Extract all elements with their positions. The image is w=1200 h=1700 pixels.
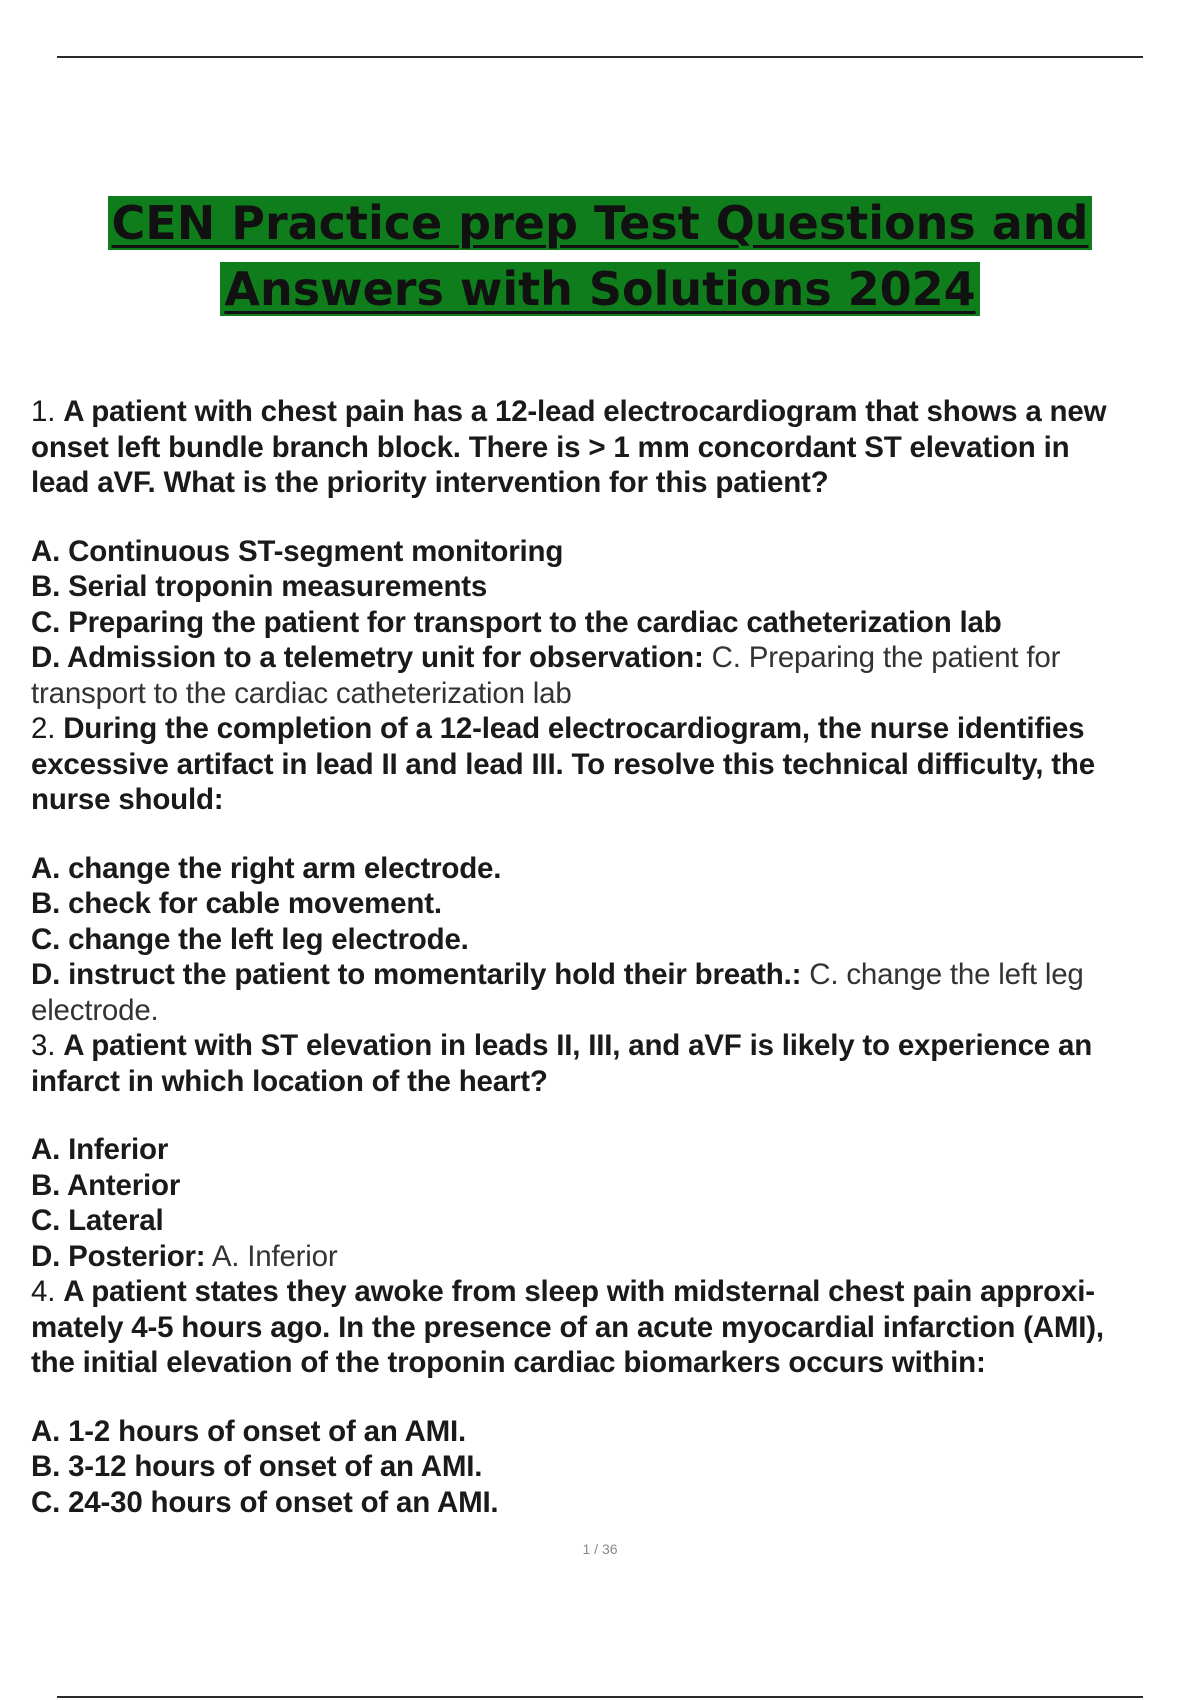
question-number: 1. [31, 395, 56, 428]
question-1-line-2: onset left bundle branch block. There is > 1 mm concordant ST elevation in [31, 430, 1070, 464]
footer-rule [57, 1696, 1143, 1698]
q3-option-b: B. Anterior [31, 1168, 181, 1202]
q1-answer: C. Preparing the patient for [711, 641, 1061, 674]
question-number: 3. [31, 1029, 56, 1062]
q1-option-b: B. Serial troponin measurements [31, 570, 488, 603]
q2-answer-continued: electrode. [31, 993, 159, 1027]
question-2-line-3: nurse should: [31, 783, 224, 816]
question-1-line-1 [31, 394, 1200, 430]
q3-option-a: A. Inferior [31, 1133, 169, 1166]
question-2-line-1 [31, 711, 1200, 747]
q2-answer: C. change the left leg [809, 958, 1084, 991]
question-text: A patient with chest pain has a 12-lead electrocardiogram that shows a new [63, 395, 1107, 428]
header-rule [57, 56, 1143, 58]
question-2-line-2: excessive artifact in lead II and lead III. To resolve this technical difficulty, the [31, 747, 1095, 781]
q2-option-c: C. change the left leg electrode. [31, 922, 469, 956]
question-text: A patient states they awoke from sleep with midsternal chest pain approxi- [63, 1275, 1095, 1308]
q2-option-b: B. check for cable movement. [31, 887, 442, 920]
question-number: 4. [31, 1275, 56, 1308]
q1-option-c: C. Preparing the patient for transport to the cardiac catheterization lab [31, 605, 1002, 639]
q3-answer: A. Inferior [211, 1239, 338, 1273]
q3-option-d [31, 1239, 1200, 1275]
question-3-line-1 [31, 1028, 1200, 1064]
question-list [31, 394, 1200, 1520]
question-4-line-1 [31, 1274, 1200, 1310]
question-3-line-2: infarct in which location of the heart? [31, 1064, 548, 1098]
title-line-2: Answers with Solutions 2024 [220, 262, 979, 316]
q1-answer-continued: transport to the cardiac catheterization lab [31, 676, 572, 710]
question-text: During the completion of a 12-lead electrocardiogram, the nurse identifies [63, 712, 1085, 745]
q4-option-b: B. 3-12 hours of onset of an AMI. [31, 1450, 483, 1483]
q3-option-c: C. Lateral [31, 1204, 164, 1237]
q3-option-d-text: D. Posterior: [31, 1239, 206, 1273]
question-1-line-3: lead aVF. What is the priority intervention for this patient? [31, 466, 829, 499]
page-number: 1 / 36 [582, 1541, 618, 1557]
q1-option-d [31, 640, 1200, 676]
question-number: 2. [31, 712, 56, 745]
title-line-1: CEN Practice prep Test Questions and [108, 196, 1093, 250]
document-title [0, 190, 1200, 322]
q1-option-a: A. Continuous ST-segment monitoring [31, 534, 564, 568]
q2-option-d-text: D. instruct the patient to momentarily hold their breath.: [31, 958, 802, 991]
q4-option-a: A. 1-2 hours of onset of an AMI. [31, 1414, 467, 1448]
q2-option-d [31, 957, 1200, 993]
q4-option-c: C. 24-30 hours of onset of an AMI. [31, 1485, 499, 1519]
q1-option-d-text: D. Admission to a telemetry unit for observation: [31, 641, 704, 674]
q2-option-a: A. change the right arm electrode. [31, 851, 502, 885]
question-4-line-2: mately 4-5 hours ago. In the presence of an acute myocardial infarction (AMI), [31, 1310, 1104, 1344]
question-4-line-3: the initial elevation of the troponin cardiac biomarkers occurs within: [31, 1346, 986, 1379]
question-text: A patient with ST elevation in leads II, III, and aVF is likely to experience an [63, 1029, 1093, 1062]
